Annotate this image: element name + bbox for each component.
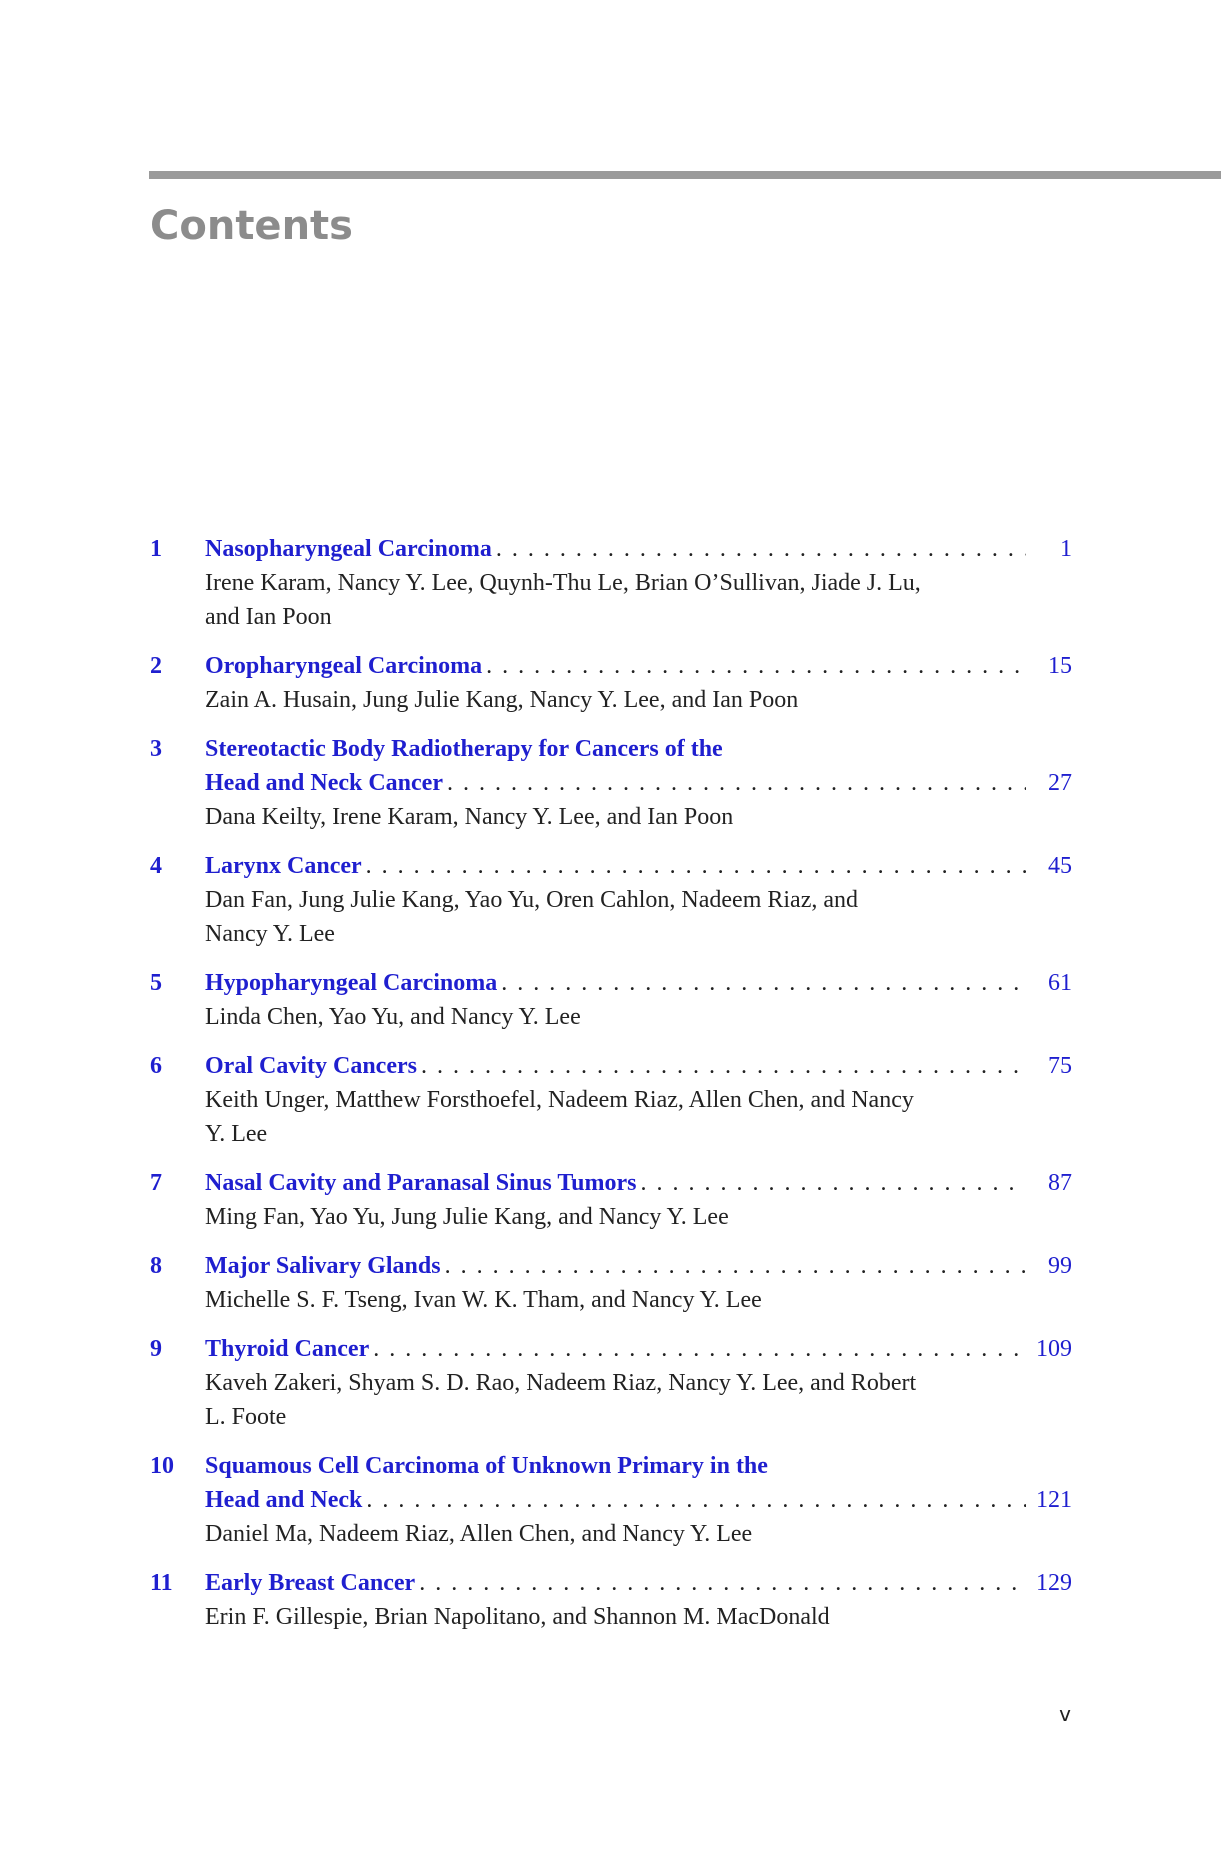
chapter-authors: Linda Chen, Yao Yu, and Nancy Y. Lee bbox=[205, 1004, 581, 1030]
chapter-authors: Irene Karam, Nancy Y. Lee, Quynh-Thu Le, Brian O’Sullivan, Jiade J. Lu, and Ian Poon bbox=[205, 570, 921, 630]
dot-leader bbox=[445, 1249, 1026, 1283]
chapter-title-link[interactable]: Squamous Cell Carcinoma of Unknown Primary in the bbox=[205, 1453, 768, 1479]
chapter-authors: Ming Fan, Yao Yu, Jung Julie Kang, and Nancy Y. Lee bbox=[205, 1204, 729, 1230]
chapter-title-link[interactable]: Oropharyngeal Carcinoma bbox=[205, 653, 483, 679]
dot-leader bbox=[501, 966, 1026, 1000]
page-number-link[interactable]: 27 bbox=[1048, 770, 1072, 796]
chapter-number: 3 bbox=[150, 736, 162, 762]
dot-leader bbox=[366, 1483, 1026, 1517]
chapter-title-link[interactable]: Nasal Cavity and Paranasal Sinus Tumors bbox=[205, 1170, 637, 1196]
page-number-link[interactable]: 87 bbox=[1048, 1170, 1072, 1196]
chapter-number: 8 bbox=[150, 1253, 162, 1279]
chapter-authors: Kaveh Zakeri, Shyam S. D. Rao, Nadeem Riaz, Nancy Y. Lee, and Robert L. Foote bbox=[205, 1370, 917, 1430]
chapter-number: 7 bbox=[150, 1170, 162, 1196]
page-number-link[interactable]: 75 bbox=[1048, 1053, 1072, 1079]
page-number-link[interactable]: 45 bbox=[1048, 853, 1072, 879]
chapter-authors: Dana Keilty, Irene Karam, Nancy Y. Lee, and Ian Poon bbox=[205, 804, 734, 830]
page-number-link[interactable]: 129 bbox=[1036, 1570, 1072, 1596]
toc-entry bbox=[150, 1166, 1072, 1234]
chapter-authors: Erin F. Gillespie, Brian Napolitano, and Shannon M. MacDonald bbox=[205, 1604, 830, 1630]
chapter-authors: Zain A. Husain, Jung Julie Kang, Nancy Y. Lee, and Ian Poon bbox=[205, 687, 799, 713]
chapter-title-link[interactable]: Hypopharyngeal Carcinoma bbox=[205, 970, 498, 996]
page-title: Contents bbox=[150, 203, 353, 249]
chapter-number: 11 bbox=[150, 1570, 173, 1596]
chapter-title-link[interactable]: Oral Cavity Cancers bbox=[205, 1053, 417, 1079]
chapter-number: 6 bbox=[150, 1053, 162, 1079]
page-number-link[interactable]: 15 bbox=[1048, 653, 1072, 679]
chapter-number: 2 bbox=[150, 653, 162, 679]
chapter-title-link[interactable]: Head and Neck Cancer bbox=[205, 770, 443, 796]
chapter-title-link[interactable]: Stereotactic Body Radiotherapy for Cancers of the bbox=[205, 736, 723, 762]
dot-leader bbox=[366, 849, 1026, 883]
chapter-title-link[interactable]: Head and Neck bbox=[205, 1487, 363, 1513]
dot-leader bbox=[373, 1332, 1026, 1366]
toc-entry bbox=[150, 849, 1072, 951]
dot-leader bbox=[419, 1566, 1026, 1600]
chapter-title-link[interactable]: Larynx Cancer bbox=[205, 853, 362, 879]
chapter-authors: Daniel Ma, Nadeem Riaz, Allen Chen, and Nancy Y. Lee bbox=[205, 1521, 753, 1547]
chapter-title-link[interactable]: Nasopharyngeal Carcinoma bbox=[205, 536, 492, 562]
page-folio: v bbox=[1059, 1702, 1071, 1726]
toc-entry bbox=[150, 1049, 1072, 1151]
chapter-authors: Dan Fan, Jung Julie Kang, Yao Yu, Oren Cahlon, Nadeem Riaz, and Nancy Y. Lee bbox=[205, 887, 859, 947]
chapter-title-link[interactable]: Thyroid Cancer bbox=[205, 1336, 370, 1362]
toc-entry bbox=[150, 649, 1072, 717]
page-number-link[interactable]: 1 bbox=[1060, 536, 1072, 562]
page-number-link[interactable]: 109 bbox=[1036, 1336, 1072, 1362]
toc-entry bbox=[150, 1449, 1072, 1551]
toc-entry bbox=[150, 1566, 1072, 1634]
toc-entry bbox=[150, 1249, 1072, 1317]
page-number-link[interactable]: 61 bbox=[1048, 970, 1072, 996]
dot-leader bbox=[421, 1049, 1026, 1083]
toc-list bbox=[150, 532, 1072, 1649]
chapter-number: 9 bbox=[150, 1336, 162, 1362]
header-rule bbox=[149, 171, 1221, 179]
page-number-link[interactable]: 121 bbox=[1036, 1487, 1072, 1513]
chapter-authors: Keith Unger, Matthew Forsthoefel, Nadeem Riaz, Allen Chen, and Nancy Y. Lee bbox=[205, 1087, 914, 1147]
dot-leader bbox=[447, 766, 1026, 800]
chapter-authors: Michelle S. F. Tseng, Ivan W. K. Tham, and Nancy Y. Lee bbox=[205, 1287, 762, 1313]
toc-entry bbox=[150, 732, 1072, 834]
dot-leader bbox=[640, 1166, 1026, 1200]
chapter-title-link[interactable]: Early Breast Cancer bbox=[205, 1570, 416, 1596]
chapter-number: 1 bbox=[150, 536, 162, 562]
toc-entry bbox=[150, 966, 1072, 1034]
dot-leader bbox=[486, 649, 1026, 683]
dot-leader bbox=[496, 532, 1026, 566]
chapter-number: 5 bbox=[150, 970, 162, 996]
toc-entry bbox=[150, 1332, 1072, 1434]
page-number-link[interactable]: 99 bbox=[1048, 1253, 1072, 1279]
chapter-number: 4 bbox=[150, 853, 162, 879]
toc-entry bbox=[150, 532, 1072, 634]
chapter-number: 10 bbox=[150, 1453, 174, 1479]
chapter-title-link[interactable]: Major Salivary Glands bbox=[205, 1253, 441, 1279]
